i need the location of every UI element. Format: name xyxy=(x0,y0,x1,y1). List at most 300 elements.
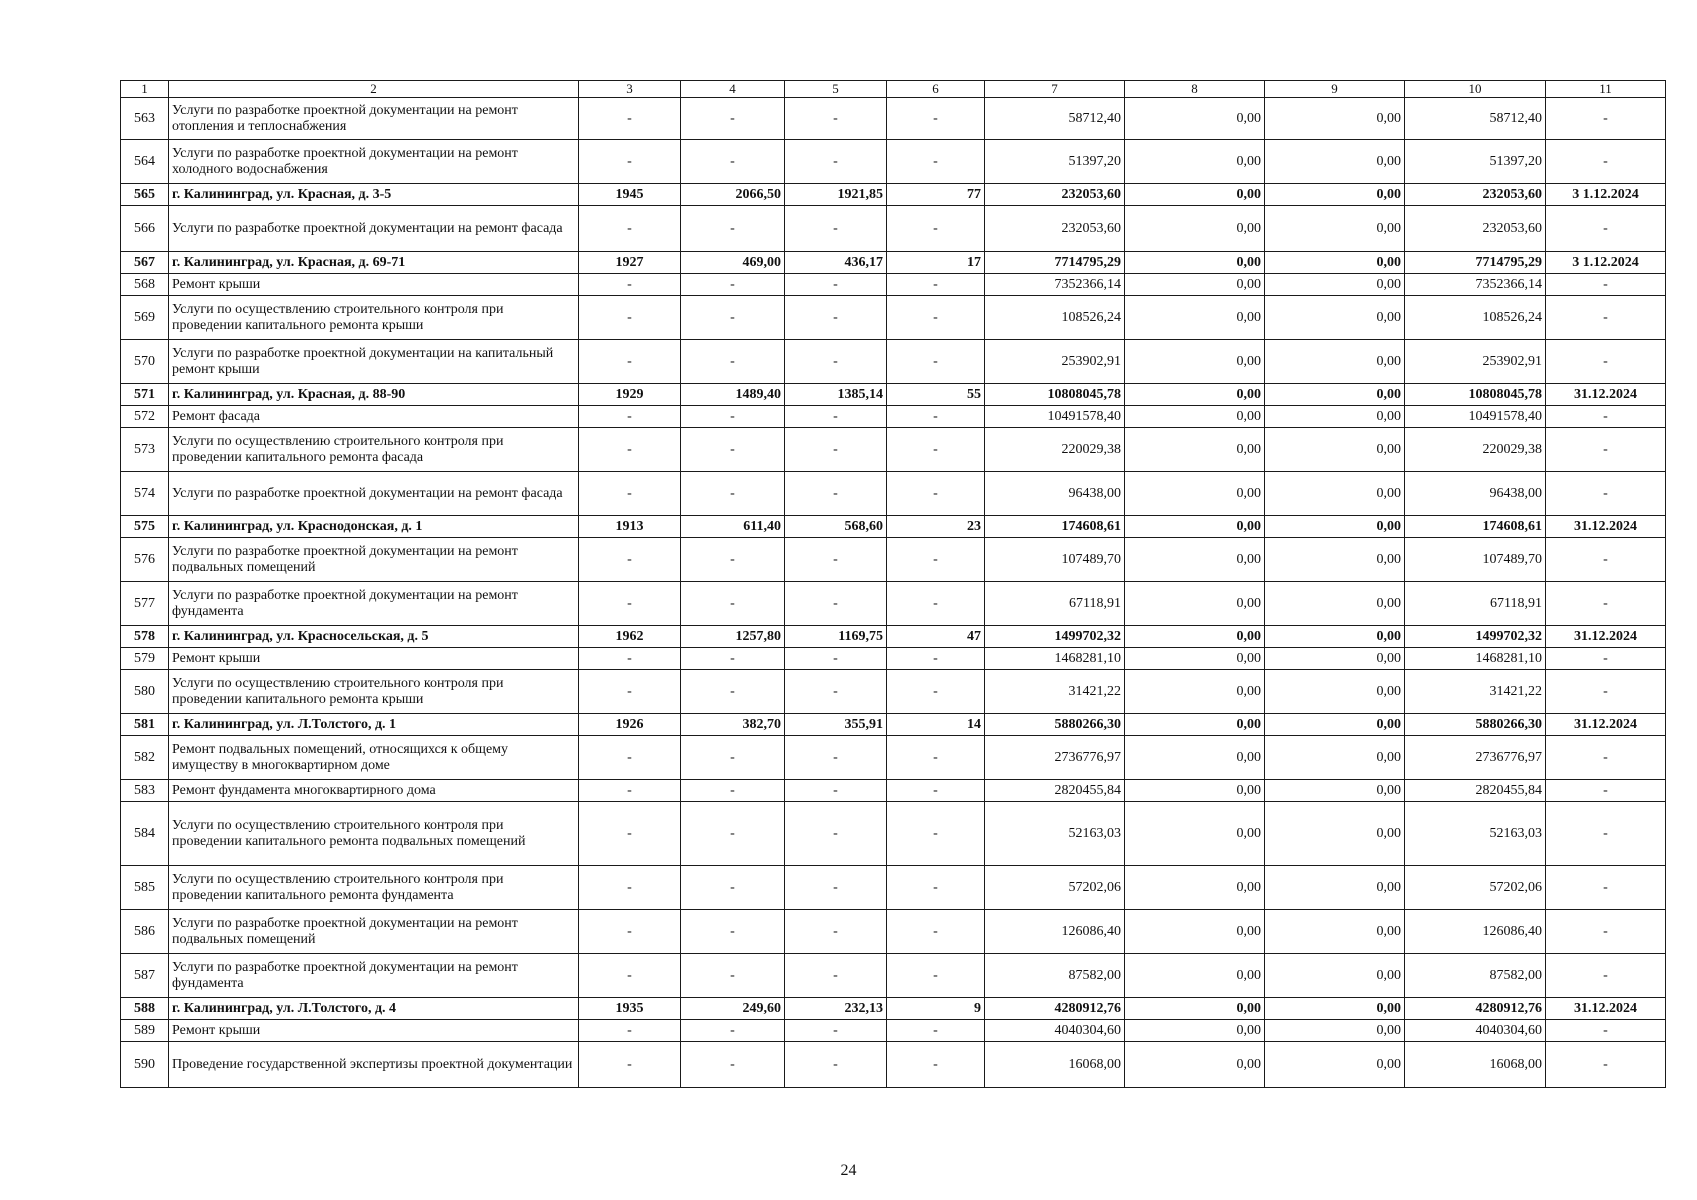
address-row xyxy=(121,516,1666,538)
col8-cell: 0,00 xyxy=(1125,140,1265,184)
col6-cell: - xyxy=(887,582,985,626)
col6-cell: - xyxy=(887,736,985,780)
col7-cell: 52163,03 xyxy=(985,802,1125,866)
col6-cell: - xyxy=(887,780,985,802)
col5-cell: - xyxy=(785,910,887,954)
table-row xyxy=(121,1042,1666,1088)
col9-cell: 0,00 xyxy=(1265,736,1405,780)
name-cell: г. Калининград, ул. Л.Толстого, д. 1 xyxy=(169,714,579,736)
name-cell: г. Калининград, ул. Краснодонская, д. 1 xyxy=(169,516,579,538)
col6-cell: - xyxy=(887,296,985,340)
col9-cell: 0,00 xyxy=(1265,714,1405,736)
row-number-cell: 581 xyxy=(121,714,169,736)
col7-cell: 10808045,78 xyxy=(985,384,1125,406)
col6-cell: 23 xyxy=(887,516,985,538)
column-header: 8 xyxy=(1125,81,1265,98)
col10-cell: 7714795,29 xyxy=(1405,252,1546,274)
col7-cell: 1468281,10 xyxy=(985,648,1125,670)
col9-cell: 0,00 xyxy=(1265,1042,1405,1088)
name-cell: Услуги по осуществлению строительного контроля при проведении капитального ремонта фасада xyxy=(169,428,579,472)
col10-cell: 2820455,84 xyxy=(1405,780,1546,802)
col5-cell: - xyxy=(785,648,887,670)
col4-cell: 249,60 xyxy=(681,998,785,1020)
col6-cell: - xyxy=(887,274,985,296)
col6-cell: - xyxy=(887,802,985,866)
name-cell: Услуги по осуществлению строительного контроля при проведении капитального ремонта подвальных помещений xyxy=(169,802,579,866)
col9-cell: 0,00 xyxy=(1265,406,1405,428)
name-cell: Ремонт подвальных помещений, относящихся к общему имуществу в многоквартирном доме xyxy=(169,736,579,780)
row-number-cell: 574 xyxy=(121,472,169,516)
col7-cell: 87582,00 xyxy=(985,954,1125,998)
col6-cell: - xyxy=(887,538,985,582)
col11-cell: - xyxy=(1546,582,1666,626)
col8-cell: 0,00 xyxy=(1125,648,1265,670)
col4-cell: - xyxy=(681,582,785,626)
col11-cell: - xyxy=(1546,472,1666,516)
name-cell: г. Калининград, ул. Красная, д. 69-71 xyxy=(169,252,579,274)
col10-cell: 2736776,97 xyxy=(1405,736,1546,780)
col10-cell: 5880266,30 xyxy=(1405,714,1546,736)
col8-cell: 0,00 xyxy=(1125,472,1265,516)
col3-cell: 1962 xyxy=(579,626,681,648)
col4-cell: - xyxy=(681,406,785,428)
row-number-cell: 584 xyxy=(121,802,169,866)
col4-cell: - xyxy=(681,866,785,910)
col4-cell: - xyxy=(681,1020,785,1042)
col5-cell: 1385,14 xyxy=(785,384,887,406)
col10-cell: 174608,61 xyxy=(1405,516,1546,538)
col8-cell: 0,00 xyxy=(1125,516,1265,538)
col9-cell: 0,00 xyxy=(1265,954,1405,998)
col11-cell: - xyxy=(1546,1020,1666,1042)
col5-cell: - xyxy=(785,98,887,140)
col6-cell: - xyxy=(887,206,985,252)
row-number-cell: 582 xyxy=(121,736,169,780)
col10-cell: 10491578,40 xyxy=(1405,406,1546,428)
col3-cell: - xyxy=(579,736,681,780)
col5-cell: - xyxy=(785,1042,887,1088)
col9-cell: 0,00 xyxy=(1265,626,1405,648)
col8-cell: 0,00 xyxy=(1125,626,1265,648)
col9-cell: 0,00 xyxy=(1265,252,1405,274)
row-number-cell: 565 xyxy=(121,184,169,206)
row-number-cell: 588 xyxy=(121,998,169,1020)
col10-cell: 107489,70 xyxy=(1405,538,1546,582)
col11-cell: - xyxy=(1546,866,1666,910)
col10-cell: 1499702,32 xyxy=(1405,626,1546,648)
name-cell: Ремонт крыши xyxy=(169,1020,579,1042)
col7-cell: 31421,22 xyxy=(985,670,1125,714)
col4-cell: - xyxy=(681,206,785,252)
col11-cell: - xyxy=(1546,736,1666,780)
col4-cell: - xyxy=(681,472,785,516)
col10-cell: 232053,60 xyxy=(1405,206,1546,252)
table-row xyxy=(121,582,1666,626)
table-row xyxy=(121,98,1666,140)
col10-cell: 7352366,14 xyxy=(1405,274,1546,296)
name-cell: Услуги по осуществлению строительного контроля при проведении капитального ремонта крыши xyxy=(169,296,579,340)
col5-cell: - xyxy=(785,274,887,296)
table-row xyxy=(121,780,1666,802)
col5-cell: 1921,85 xyxy=(785,184,887,206)
col7-cell: 232053,60 xyxy=(985,184,1125,206)
col4-cell: 611,40 xyxy=(681,516,785,538)
col4-cell: - xyxy=(681,780,785,802)
col3-cell: 1929 xyxy=(579,384,681,406)
col6-cell: - xyxy=(887,670,985,714)
col9-cell: 0,00 xyxy=(1265,296,1405,340)
row-number-cell: 573 xyxy=(121,428,169,472)
column-header: 6 xyxy=(887,81,985,98)
row-number-cell: 577 xyxy=(121,582,169,626)
data-table xyxy=(120,80,1666,1088)
col6-cell: - xyxy=(887,954,985,998)
col7-cell: 57202,06 xyxy=(985,866,1125,910)
col8-cell: 0,00 xyxy=(1125,802,1265,866)
table-row xyxy=(121,648,1666,670)
name-cell: Услуги по осуществлению строительного контроля при проведении капитального ремонта крыши xyxy=(169,670,579,714)
col11-cell: - xyxy=(1546,648,1666,670)
col3-cell: - xyxy=(579,910,681,954)
col4-cell: - xyxy=(681,340,785,384)
col3-cell: - xyxy=(579,98,681,140)
col3-cell: 1913 xyxy=(579,516,681,538)
row-number-cell: 585 xyxy=(121,866,169,910)
col8-cell: 0,00 xyxy=(1125,998,1265,1020)
col4-cell: - xyxy=(681,296,785,340)
name-cell: Ремонт крыши xyxy=(169,648,579,670)
name-cell: Услуги по разработке проектной документации на ремонт холодного водоснабжения xyxy=(169,140,579,184)
col4-cell: - xyxy=(681,274,785,296)
col8-cell: 0,00 xyxy=(1125,340,1265,384)
name-cell: Ремонт фасада xyxy=(169,406,579,428)
col8-cell: 0,00 xyxy=(1125,406,1265,428)
col6-cell: - xyxy=(887,1020,985,1042)
table-row xyxy=(121,866,1666,910)
col10-cell: 16068,00 xyxy=(1405,1042,1546,1088)
name-cell: Проведение государственной экспертизы проектной документации xyxy=(169,1042,579,1088)
column-header: 4 xyxy=(681,81,785,98)
column-header: 3 xyxy=(579,81,681,98)
row-number-cell: 570 xyxy=(121,340,169,384)
row-number-cell: 583 xyxy=(121,780,169,802)
col10-cell: 126086,40 xyxy=(1405,910,1546,954)
col3-cell: - xyxy=(579,582,681,626)
name-cell: Услуги по разработке проектной документации на ремонт подвальных помещений xyxy=(169,538,579,582)
row-number-cell: 580 xyxy=(121,670,169,714)
col7-cell: 220029,38 xyxy=(985,428,1125,472)
col4-cell: 2066,50 xyxy=(681,184,785,206)
col10-cell: 67118,91 xyxy=(1405,582,1546,626)
col9-cell: 0,00 xyxy=(1265,428,1405,472)
col9-cell: 0,00 xyxy=(1265,516,1405,538)
col7-cell: 174608,61 xyxy=(985,516,1125,538)
col5-cell: - xyxy=(785,780,887,802)
col4-cell: 469,00 xyxy=(681,252,785,274)
col11-cell: - xyxy=(1546,802,1666,866)
col9-cell: 0,00 xyxy=(1265,582,1405,626)
table-body xyxy=(121,81,1666,1088)
col10-cell: 58712,40 xyxy=(1405,98,1546,140)
table-row xyxy=(121,954,1666,998)
row-number-cell: 589 xyxy=(121,1020,169,1042)
col7-cell: 4280912,76 xyxy=(985,998,1125,1020)
table-row xyxy=(121,340,1666,384)
row-number-cell: 564 xyxy=(121,140,169,184)
row-number-cell: 576 xyxy=(121,538,169,582)
row-number-cell: 587 xyxy=(121,954,169,998)
table-row xyxy=(121,1020,1666,1042)
col9-cell: 0,00 xyxy=(1265,384,1405,406)
col3-cell: - xyxy=(579,780,681,802)
col6-cell: - xyxy=(887,98,985,140)
col7-cell: 51397,20 xyxy=(985,140,1125,184)
name-cell: Услуги по осуществлению строительного контроля при проведении капитального ремонта фундамента xyxy=(169,866,579,910)
table-row xyxy=(121,538,1666,582)
column-header: 1 xyxy=(121,81,169,98)
col7-cell: 126086,40 xyxy=(985,910,1125,954)
col8-cell: 0,00 xyxy=(1125,252,1265,274)
col7-cell: 16068,00 xyxy=(985,1042,1125,1088)
col8-cell: 0,00 xyxy=(1125,780,1265,802)
col6-cell: 17 xyxy=(887,252,985,274)
col4-cell: - xyxy=(681,1042,785,1088)
col4-cell: - xyxy=(681,648,785,670)
col3-cell: 1927 xyxy=(579,252,681,274)
row-number-cell: 568 xyxy=(121,274,169,296)
col11-cell: 31.12.2024 xyxy=(1546,626,1666,648)
col5-cell: 436,17 xyxy=(785,252,887,274)
col10-cell: 31421,22 xyxy=(1405,670,1546,714)
col7-cell: 4040304,60 xyxy=(985,1020,1125,1042)
address-row xyxy=(121,184,1666,206)
col8-cell: 0,00 xyxy=(1125,384,1265,406)
col10-cell: 52163,03 xyxy=(1405,802,1546,866)
col4-cell: - xyxy=(681,140,785,184)
col10-cell: 10808045,78 xyxy=(1405,384,1546,406)
col11-cell: - xyxy=(1546,406,1666,428)
col4-cell: 1257,80 xyxy=(681,626,785,648)
col7-cell: 5880266,30 xyxy=(985,714,1125,736)
col10-cell: 51397,20 xyxy=(1405,140,1546,184)
col7-cell: 108526,24 xyxy=(985,296,1125,340)
name-cell: Ремонт фундамента многоквартирного дома xyxy=(169,780,579,802)
column-header: 7 xyxy=(985,81,1125,98)
col6-cell: 47 xyxy=(887,626,985,648)
name-cell: Услуги по разработке проектной документации на ремонт фасада xyxy=(169,206,579,252)
column-header: 2 xyxy=(169,81,579,98)
col7-cell: 1499702,32 xyxy=(985,626,1125,648)
row-number-cell: 575 xyxy=(121,516,169,538)
col9-cell: 0,00 xyxy=(1265,910,1405,954)
col10-cell: 4280912,76 xyxy=(1405,998,1546,1020)
table-row xyxy=(121,472,1666,516)
col10-cell: 232053,60 xyxy=(1405,184,1546,206)
col11-cell: 31.12.2024 xyxy=(1546,516,1666,538)
name-cell: г. Калининград, ул. Л.Толстого, д. 4 xyxy=(169,998,579,1020)
col11-cell: - xyxy=(1546,140,1666,184)
col4-cell: 1489,40 xyxy=(681,384,785,406)
col7-cell: 2820455,84 xyxy=(985,780,1125,802)
table-row xyxy=(121,736,1666,780)
col8-cell: 0,00 xyxy=(1125,670,1265,714)
name-cell: Услуги по разработке проектной документации на ремонт фундамента xyxy=(169,954,579,998)
col10-cell: 108526,24 xyxy=(1405,296,1546,340)
col3-cell: - xyxy=(579,340,681,384)
col10-cell: 57202,06 xyxy=(1405,866,1546,910)
name-cell: Услуги по разработке проектной документации на ремонт фасада xyxy=(169,472,579,516)
col5-cell: - xyxy=(785,206,887,252)
col5-cell: - xyxy=(785,1020,887,1042)
row-number-cell: 586 xyxy=(121,910,169,954)
col9-cell: 0,00 xyxy=(1265,802,1405,866)
col10-cell: 96438,00 xyxy=(1405,472,1546,516)
col5-cell: - xyxy=(785,472,887,516)
col5-cell: - xyxy=(785,406,887,428)
col6-cell: - xyxy=(887,648,985,670)
col9-cell: 0,00 xyxy=(1265,98,1405,140)
col8-cell: 0,00 xyxy=(1125,1020,1265,1042)
col8-cell: 0,00 xyxy=(1125,910,1265,954)
table-row xyxy=(121,910,1666,954)
col9-cell: 0,00 xyxy=(1265,670,1405,714)
col7-cell: 96438,00 xyxy=(985,472,1125,516)
col9-cell: 0,00 xyxy=(1265,184,1405,206)
column-header: 10 xyxy=(1405,81,1546,98)
row-number-cell: 572 xyxy=(121,406,169,428)
address-row xyxy=(121,626,1666,648)
col11-cell: - xyxy=(1546,340,1666,384)
col11-cell: 31.12.2024 xyxy=(1546,384,1666,406)
col7-cell: 67118,91 xyxy=(985,582,1125,626)
col8-cell: 0,00 xyxy=(1125,1042,1265,1088)
address-row xyxy=(121,252,1666,274)
col8-cell: 0,00 xyxy=(1125,98,1265,140)
row-number-cell: 566 xyxy=(121,206,169,252)
col4-cell: 382,70 xyxy=(681,714,785,736)
address-row xyxy=(121,384,1666,406)
col6-cell: - xyxy=(887,140,985,184)
column-header: 11 xyxy=(1546,81,1666,98)
col9-cell: 0,00 xyxy=(1265,998,1405,1020)
row-number-cell: 563 xyxy=(121,98,169,140)
col3-cell: 1935 xyxy=(579,998,681,1020)
col7-cell: 7352366,14 xyxy=(985,274,1125,296)
col4-cell: - xyxy=(681,736,785,780)
table-row xyxy=(121,140,1666,184)
col5-cell: 355,91 xyxy=(785,714,887,736)
table-row xyxy=(121,274,1666,296)
col9-cell: 0,00 xyxy=(1265,538,1405,582)
name-cell: Услуги по разработке проектной документации на ремонт отопления и теплоснабжения xyxy=(169,98,579,140)
col3-cell: - xyxy=(579,954,681,998)
col4-cell: - xyxy=(681,910,785,954)
col3-cell: - xyxy=(579,296,681,340)
col9-cell: 0,00 xyxy=(1265,780,1405,802)
col3-cell: - xyxy=(579,140,681,184)
row-number-cell: 590 xyxy=(121,1042,169,1088)
col7-cell: 2736776,97 xyxy=(985,736,1125,780)
col11-cell: - xyxy=(1546,780,1666,802)
col3-cell: - xyxy=(579,274,681,296)
col3-cell: - xyxy=(579,406,681,428)
col7-cell: 253902,91 xyxy=(985,340,1125,384)
col7-cell: 107489,70 xyxy=(985,538,1125,582)
col5-cell: 232,13 xyxy=(785,998,887,1020)
table-row xyxy=(121,406,1666,428)
name-cell: Услуги по разработке проектной документации на капитальный ремонт крыши xyxy=(169,340,579,384)
col6-cell: - xyxy=(887,406,985,428)
name-cell: г. Калининград, ул. Красная, д. 3-5 xyxy=(169,184,579,206)
name-cell: Услуги по разработке проектной документации на ремонт фундамента xyxy=(169,582,579,626)
col11-cell: - xyxy=(1546,428,1666,472)
col8-cell: 0,00 xyxy=(1125,538,1265,582)
col10-cell: 87582,00 xyxy=(1405,954,1546,998)
column-header: 9 xyxy=(1265,81,1405,98)
col6-cell: 14 xyxy=(887,714,985,736)
col6-cell: - xyxy=(887,910,985,954)
col7-cell: 58712,40 xyxy=(985,98,1125,140)
col4-cell: - xyxy=(681,802,785,866)
table-row xyxy=(121,802,1666,866)
col11-cell: - xyxy=(1546,1042,1666,1088)
col8-cell: 0,00 xyxy=(1125,428,1265,472)
col8-cell: 0,00 xyxy=(1125,206,1265,252)
col6-cell: - xyxy=(887,1042,985,1088)
col3-cell: - xyxy=(579,670,681,714)
col8-cell: 0,00 xyxy=(1125,184,1265,206)
page-number: 24 xyxy=(840,1162,857,1179)
table-row xyxy=(121,296,1666,340)
col10-cell: 1468281,10 xyxy=(1405,648,1546,670)
col9-cell: 0,00 xyxy=(1265,472,1405,516)
col4-cell: - xyxy=(681,428,785,472)
col11-cell: - xyxy=(1546,206,1666,252)
col10-cell: 220029,38 xyxy=(1405,428,1546,472)
col9-cell: 0,00 xyxy=(1265,140,1405,184)
col7-cell: 7714795,29 xyxy=(985,252,1125,274)
table-row xyxy=(121,670,1666,714)
col6-cell: - xyxy=(887,866,985,910)
col8-cell: 0,00 xyxy=(1125,954,1265,998)
col9-cell: 0,00 xyxy=(1265,206,1405,252)
col11-cell: - xyxy=(1546,98,1666,140)
col11-cell: 31.12.2024 xyxy=(1546,998,1666,1020)
col8-cell: 0,00 xyxy=(1125,736,1265,780)
col5-cell: - xyxy=(785,538,887,582)
row-number-cell: 579 xyxy=(121,648,169,670)
row-number-cell: 571 xyxy=(121,384,169,406)
col8-cell: 0,00 xyxy=(1125,714,1265,736)
col8-cell: 0,00 xyxy=(1125,274,1265,296)
col4-cell: - xyxy=(681,954,785,998)
name-cell: Услуги по разработке проектной документации на ремонт подвальных помещений xyxy=(169,910,579,954)
col11-cell: - xyxy=(1546,296,1666,340)
col10-cell: 253902,91 xyxy=(1405,340,1546,384)
col10-cell: 4040304,60 xyxy=(1405,1020,1546,1042)
col5-cell: - xyxy=(785,340,887,384)
col5-cell: 1169,75 xyxy=(785,626,887,648)
col8-cell: 0,00 xyxy=(1125,582,1265,626)
col9-cell: 0,00 xyxy=(1265,866,1405,910)
col3-cell: 1945 xyxy=(579,184,681,206)
col5-cell: 568,60 xyxy=(785,516,887,538)
name-cell: Ремонт крыши xyxy=(169,274,579,296)
address-row xyxy=(121,714,1666,736)
header-row xyxy=(121,81,1666,98)
col5-cell: - xyxy=(785,582,887,626)
name-cell: г. Калининград, ул. Красносельская, д. 5 xyxy=(169,626,579,648)
